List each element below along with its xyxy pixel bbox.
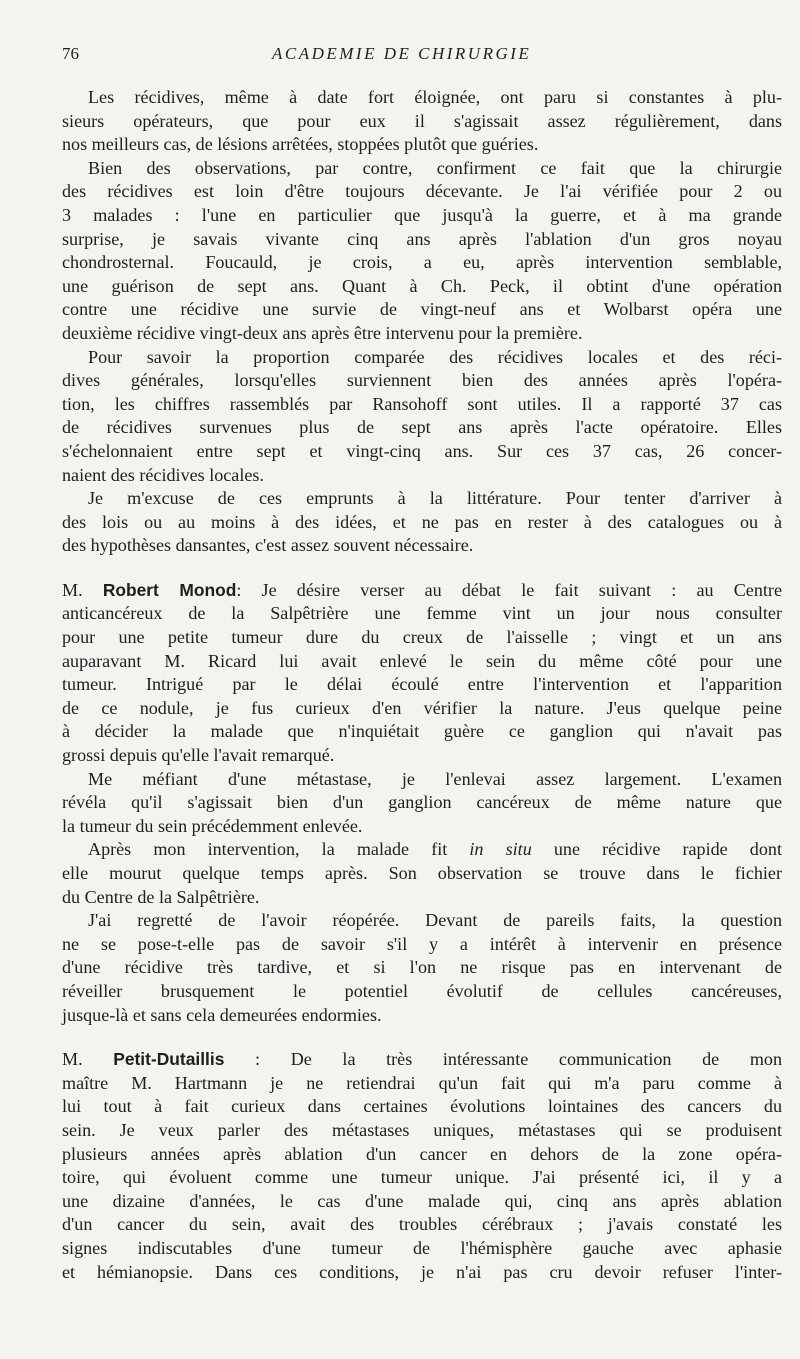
text-line: maître M. Hartmann je ne retiendrai qu'un fait qui m'a paru comme à	[62, 1072, 782, 1093]
text-line: des récidives est loin d'être toujours décevante. Je l'ai vérifiée pour 2 ou	[62, 181, 782, 202]
speaker-separator: :	[236, 579, 262, 600]
text-line: Me méfiant d'une métastase, je l'enlevai assez largement. L'examen	[88, 768, 782, 789]
text-line: d'une récidive très tardive, et si l'on ne risque pas en intervenant de	[62, 957, 782, 978]
text-line: auparavant M. Ricard lui avait enlevé le sein du même côté pour une	[62, 650, 782, 671]
text-line: jusque-là et sans cela demeurées endormies.	[62, 1004, 382, 1025]
text-line: de ce nodule, je fus curieux d'en vérifier la nature. J'eus quelque peine	[62, 697, 782, 718]
page-header	[62, 44, 762, 66]
text-line: lui tout à fait curieux dans certaines évolutions lointaines des cancers du	[62, 1096, 782, 1117]
text-line: des hypothèses dansantes, c'est assez souvent nécessaire.	[62, 535, 474, 556]
text-line: naient des récidives locales.	[62, 464, 264, 485]
page-number: 76	[62, 44, 79, 63]
paragraph	[62, 838, 782, 909]
text-line: toire, qui évoluent comme une tumeur unique. J'ai présenté ici, il y a	[62, 1167, 782, 1188]
text-line: pour une petite tumeur dure du creux de l'aisselle ; vingt et un ans	[62, 627, 782, 648]
speaker-title: M.	[62, 579, 103, 600]
text-line: dives générales, lorsqu'elles surviennent bien des années après l'opéra-	[62, 370, 782, 391]
text-line: réveiller brusquement le potentiel évolutif de cellules cancéreuses,	[62, 980, 782, 1001]
line-text: Je désire verser au débat le fait suivant : au Centre	[261, 579, 782, 600]
line-text: Après mon intervention, la malade fit	[88, 839, 470, 860]
paragraph	[62, 768, 782, 839]
running-title: ACADEMIE DE CHIRURGIE	[272, 44, 532, 63]
text-line: de récidives survenues plus de sept ans après l'acte opératoire. Elles	[62, 417, 782, 438]
text-line: Les récidives, même à date fort éloignée, ont paru si constantes à plu-	[88, 87, 782, 107]
text-line: la tumeur du sein précédemment enlevée.	[62, 815, 363, 836]
paragraph	[62, 86, 782, 157]
paragraph	[62, 909, 782, 1027]
text-line: et hémianopsie. Dans ces conditions, je n'ai pas cru devoir refuser l'inter-	[62, 1261, 782, 1282]
text-line: des lois ou au moins à des idées, et ne pas en rester à des catalogues ou à	[62, 511, 782, 532]
text-line: d'un cancer du sein, avait des troubles cérébraux ; j'avais constaté les	[62, 1214, 782, 1235]
text-line: J'ai regretté de l'avoir réopérée. Devant de pareils faits, la question	[88, 910, 782, 931]
text-line: s'échelonnaient entre sept et vingt-cinq ans. Sur ces 37 cas, 26 concer-	[62, 440, 782, 461]
speaker-paragraph	[62, 579, 782, 768]
speaker-name: Petit-Dutaillis	[113, 1049, 225, 1070]
text-line: sein. Je veux parler des métastases uniques, métastases qui se produisent	[62, 1119, 782, 1140]
text-line: Bien des observations, par contre, confirment ce fait que la chirurgie	[88, 157, 782, 178]
text-line: tion, les chiffres rassemblés par Ransohoff sont utiles. Il a rapporté 37 cas	[62, 393, 782, 414]
line-text: une récidive rapide dont	[531, 839, 782, 860]
text-line: à décider la malade que n'inquiétait guère ce ganglion qui n'avait pas	[62, 721, 782, 742]
section-gap	[62, 1027, 782, 1048]
paragraph	[62, 487, 782, 558]
text-line: grossi depuis qu'elle l'avait remarqué.	[62, 745, 335, 766]
text-line: une dizaine d'années, le cas d'une malade qui, cinq ans après ablation	[62, 1190, 782, 1211]
text-line: deuxième récidive vingt-deux ans après être intervenu pour la première.	[62, 322, 583, 343]
text-line: 3 malades : l'une en particulier que jusqu'à la guerre, et à ma grande	[62, 204, 782, 225]
text-line: anticancéreux de la Salpêtrière une femme vint un jour nous consulter	[62, 603, 782, 624]
text-line: plusieurs années après ablation d'un cancer en dehors de la zone opéra-	[62, 1143, 782, 1164]
text-line: contre une récidive une survie de vingt-neuf ans et Wolbarst opéra une	[62, 299, 782, 320]
text-line: tumeur. Intrigué par le délai écoulé entre l'intervention et l'apparition	[62, 674, 782, 695]
paragraph	[62, 157, 782, 346]
line-text: De la très intéressante communication de mon	[290, 1049, 782, 1070]
text-line: surprise, je savais vivante cinq ans après l'ablation d'un gros noyau	[62, 228, 782, 249]
text-line: ne se pose-t-elle pas de savoir s'il y a intérêt à intervenir en présence	[62, 933, 782, 954]
section-gap	[62, 558, 782, 579]
text-line: révéla qu'il s'agissait bien d'un ganglion cancéreux de même nature que	[62, 792, 782, 813]
text-line: une guérison de sept ans. Quant à Ch. Peck, il obtint d'une opération	[62, 275, 782, 296]
speaker-title: M.	[62, 1049, 114, 1070]
text-line: sieurs opérateurs, que pour eux il s'agissait assez régulièrement, dans	[62, 110, 782, 131]
speaker-paragraph	[62, 1048, 782, 1284]
text-line: Pour savoir la proportion comparée des récidives locales et des réci-	[88, 346, 782, 367]
speaker-name: Robert Monod	[102, 579, 237, 600]
text-line: chondrosternal. Foucauld, je crois, a eu, après intervention semblable,	[62, 252, 782, 273]
paragraph	[62, 346, 782, 488]
text-line	[62, 1048, 782, 1072]
text-line: elle mourut quelque temps après. Son observation se trouve dans le fichier	[62, 863, 782, 883]
italic-term: in situ	[469, 839, 532, 860]
speaker-separator: :	[224, 1049, 291, 1070]
text-line: signes indiscutables d'une tumeur de l'hémisphère gauche avec aphasie	[62, 1237, 782, 1258]
text-line: nos meilleurs cas, de lésions arrêtées, stoppées plutôt que guéries.	[62, 134, 539, 155]
body-text	[62, 86, 782, 1284]
text-line: du Centre de la Salpêtrière.	[62, 886, 260, 907]
text-line: Je m'excuse de ces emprunts à la littérature. Pour tenter d'arriver à	[88, 488, 782, 509]
text-line	[62, 579, 782, 603]
text-line	[62, 838, 782, 862]
